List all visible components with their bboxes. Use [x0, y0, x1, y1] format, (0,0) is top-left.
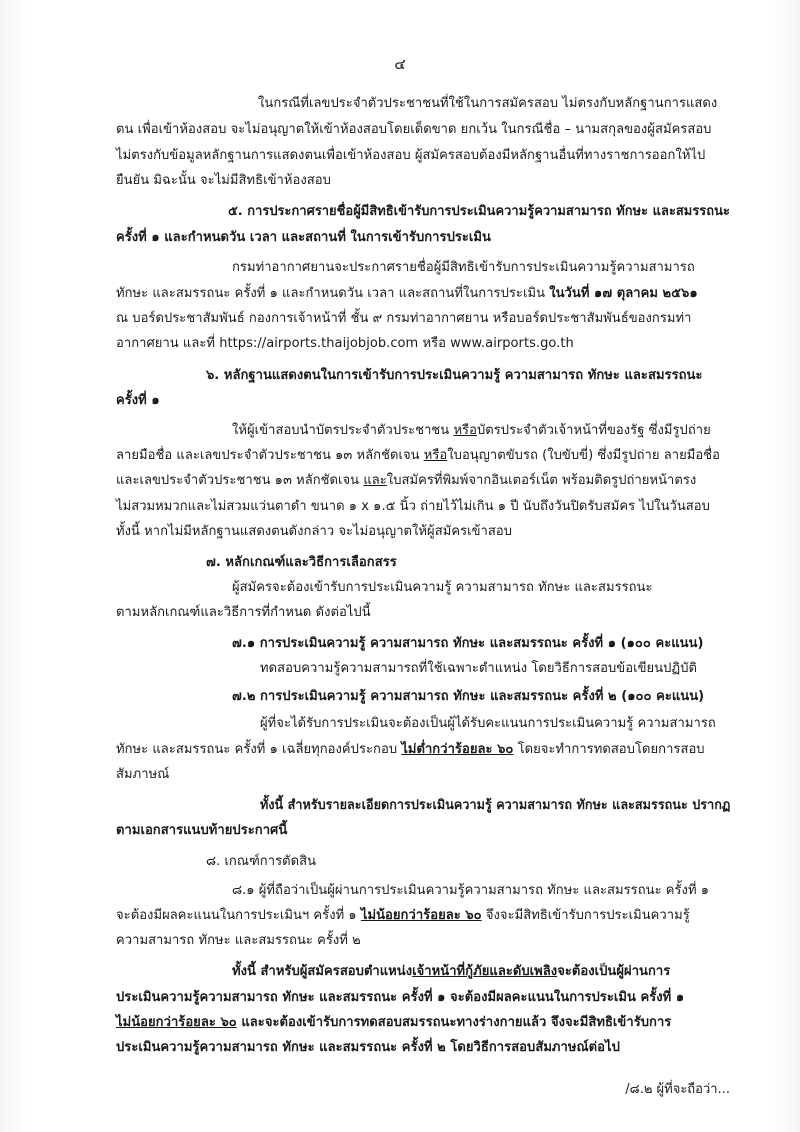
- text-line: ลายมือชื่อ และเลขประจำตัวประชาชน ๑๓ หลักชัดเจน หรือใบอนุญาตขับรถ (ใบขับขี่) ซึ่งมีรูปถ่าย ลายมือชื่อ: [116, 448, 720, 463]
- text-line: สัมภาษณ์: [116, 767, 170, 782]
- text-line: จะต้องมีผลคะแนนในการประเมินฯ ครั้งที่ ๑ ไม่น้อยกว่าร้อยละ ๖๐ จึงจะมีสิทธิเข้ารับการประเมินความรู้: [116, 908, 690, 923]
- section-7-2-heading: ๗.๒ การประเมินความรู้ ความสามารถ ทักษะ และสมรรถนะ ครั้งที่ ๒ (๑๐๐ คะแนน): [232, 689, 705, 704]
- section-6-heading-cont: ครั้งที่ ๑: [116, 393, 160, 408]
- section-8-heading: ๘. เกณฑ์การตัดสิน: [206, 854, 317, 869]
- section-7-1-heading: ๗.๑ การประเมินความรู้ ความสามารถ ทักษะ และสมรรถนะ ครั้งที่ ๑ (๑๐๐ คะแนน): [232, 636, 704, 651]
- text-line: ประเมินความรู้ความสามารถ ทักษะ และสมรรถนะ ครั้งที่ ๒ โดยวิธีการสอบสัมภาษณ์ต่อไป: [116, 1040, 620, 1055]
- text-line: ๘.๑ ผู้ที่ถือว่าเป็นผู้ผ่านการประเมินความรู้ความสามารถ ทักษะ และสมรรถนะ ครั้งที่ ๑: [232, 883, 710, 898]
- min-score-threshold: ไม่ต่ำกว่าร้อยละ ๖๐: [401, 742, 514, 757]
- text-line: ผู้ที่จะได้รับการประเมินจะต้องเป็นผู้ได้รับคะแนนการประเมินความรู้ ความสามารถ: [260, 716, 716, 731]
- text-line: และเลขประจำตัวประชาชน ๑๓ หลักชัดเจน และใบสมัครที่พิมพ์จากอินเตอร์เน็ต พร้อมติดรูปถ่ายหน้าตรง: [116, 473, 697, 488]
- text-line: กรมท่าอากาศยานจะประกาศรายชื่อผู้มีสิทธิเข้ารับการประเมินความรู้ความสามารถ: [232, 260, 695, 275]
- text-line: ณ บอร์ดประชาสัมพันธ์ กองการเจ้าหน้าที่ ชั้น ๙ กรมท่าอากาศยาน หรือบอร์ดประชาสัมพันธ์ของกรมท่า: [116, 311, 692, 326]
- text-line: ตามหลักเกณฑ์และวิธีการที่กำหนด ดังต่อไปนี้: [116, 605, 371, 620]
- page-number: ๔: [394, 55, 406, 73]
- text-line: ทดสอบความรู้ความสามารถที่ใช้เฉพาะตำแหน่ง โดยวิธีการสอบข้อเขียนปฏิบัติ: [260, 661, 697, 676]
- text-line: ยืนยัน มิฉะนั้น จะไม่มีสิทธิเข้าห้องสอบ: [116, 173, 331, 188]
- text-line: ประเมินความรู้ความสามารถ ทักษะ และสมรรถนะ ครั้งที่ ๑ จะต้องมีผลคะแนนในการประเมิน ครั้งที่ ๑: [116, 990, 685, 1005]
- text-line: ไม่สวมหมวกและไม่สวมแว่นตาดำ ขนาด ๑ x ๑.๕ นิ้ว ถ่ายไว้ไม่เกิน ๑ ปี นับถึงวันปิดรับสมัคร ไปในวันสอบ: [116, 499, 710, 514]
- text-line: ผู้สมัครจะต้องเข้ารับการประเมินความรู้ ความสามารถ ทักษะ และสมรรถนะ: [232, 580, 653, 595]
- text-line: ไม่ตรงกับข้อมูลหลักฐานการแสดงตนเพื่อเข้าห้องสอบ ผู้สมัครสอบต้องมีหลักฐานอื่นที่ทางราชการออกให้ไป: [116, 148, 706, 163]
- continuation-footer: /๘.๒ ผู้ที่จะถือว่า...: [625, 1082, 730, 1097]
- text-line: ในกรณีที่เลขประจำตัวประชาชนที่ใช้ในการสมัครสอบ ไม่ตรงกับหลักฐานการแสดง: [258, 96, 718, 111]
- text-line: ทักษะ และสมรรถนะ ครั้งที่ ๑ และกำหนดวัน เวลา และสถานที่ในการประเมิน ในวันที่ ๑๗ ตุลาคม ๒๕๖๑: [116, 286, 698, 301]
- text-line: ตน เพื่อเข้าห้องสอบ จะไม่อนุญาตให้เข้าห้องสอบโดยเด็ดขาด ยกเว้น ในกรณีชื่อ – นามสกุลของผู้สมัครสอบ: [116, 122, 712, 137]
- text-line: ทั้งนี้ สำหรับผู้สมัครสอบตำแหน่งเจ้าหน้าที่กู้ภัยและดับเพลิงจะต้องเป็นผู้ผ่านการ: [232, 964, 671, 979]
- text-line: ทักษะ และสมรรถนะ ครั้งที่ ๑ เฉลี่ยทุกองค์ประกอบ ไม่ต่ำกว่าร้อยละ ๖๐ โดยจะทำการทดสอบโดยการสอบ: [116, 742, 705, 757]
- note-line: ทั้งนี้ สำหรับรายละเอียดการประเมินความรู้ ความสามารถ ทักษะ และสมรรถนะ ปรากฏ: [260, 798, 731, 813]
- section-5-heading-cont: ครั้งที่ ๑ และกำหนดวัน เวลา และสถานที่ ในการเข้ารับการประเมิน: [116, 230, 491, 245]
- min-score-threshold: ไม่น้อยกว่าร้อยละ ๖๐: [360, 908, 482, 923]
- note-line: ตามเอกสารแนบท้ายประกาศนี้: [116, 823, 288, 838]
- section-7-heading: ๗. หลักเกณฑ์และวิธีการเลือกสรร: [206, 555, 397, 570]
- text-line: ไม่น้อยกว่าร้อยละ ๖๐ และจะต้องเข้ารับการทดสอบสมรรถนะทางร่างกายแล้ว จึงจะมีสิทธิเข้ารับการ: [116, 1015, 672, 1030]
- text-line: ทั้งนี้ หากไม่มีหลักฐานแสดงตนดังกล่าว จะไม่อนุญาตให้ผู้สมัครเข้าสอบ: [116, 524, 513, 539]
- text-line: ความสามารถ ทักษะ และสมรรถนะ ครั้งที่ ๒: [116, 933, 361, 948]
- text-line: ให้ผู้เข้าสอบนำบัตรประจำตัวประชาชน หรือบัตรประจำตัวเจ้าหน้าที่ของรัฐ ซึ่งมีรูปถ่าย: [232, 423, 711, 438]
- text-line: อากาศยาน และที่ https://airports.thaijobjob.com หรือ www.airports.go.th: [116, 336, 574, 351]
- announcement-date: ในวันที่ ๑๗ ตุลาคม ๒๕๖๑: [549, 286, 698, 301]
- section-6-heading: ๖. หลักฐานแสดงตนในการเข้ารับการประเมินความรู้ ความสามารถ ทักษะ และสมรรถนะ: [206, 368, 703, 383]
- section-5-heading: ๕. การประกาศรายชื่อผู้มีสิทธิเข้ารับการประเมินความรู้ความสามารถ ทักษะ และสมรรถนะ: [228, 204, 730, 219]
